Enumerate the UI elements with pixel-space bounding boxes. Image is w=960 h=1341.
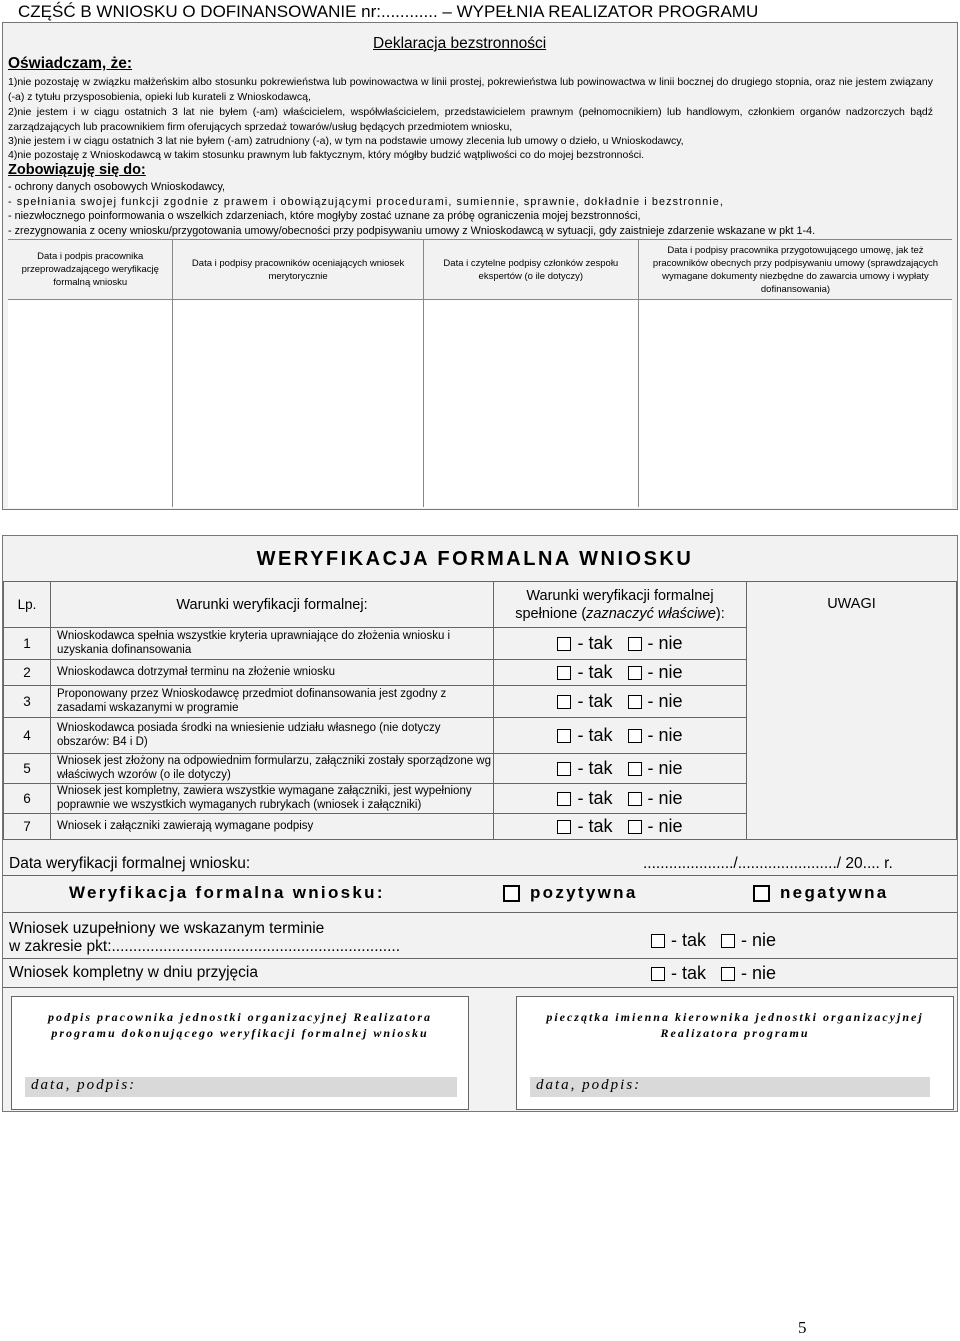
option-no-label: - nie xyxy=(741,930,777,950)
verification-title: WERYFIKACJA FORMALNA WNIOSKU xyxy=(256,548,694,570)
page-number: 5 xyxy=(798,1318,807,1337)
declaration-intro: Oświadczam, że: xyxy=(8,55,133,72)
option-yes-label: - tak xyxy=(577,633,613,653)
checkbox-yes[interactable] xyxy=(557,637,571,651)
supplemented-label xyxy=(9,920,400,956)
row-number: 2 xyxy=(4,660,51,686)
declaration-point-1: 1)nie pozostaję w związku małżeńskim albo stosunku pokrewieństwa lub powinowactwa w linii prostej, pokrewieństwa lub powinowactwa w linii bocznej do drugiego stopnia, oraz nie jestem związany (-a) z tytułu przysposobienia, opieki lub kurateli z Wnioskodawcą, xyxy=(8,76,933,103)
option-yes-label: - tak xyxy=(577,758,613,778)
signature-date-field[interactable]: data, podpis: xyxy=(25,1077,457,1097)
option-yes-label: - tak xyxy=(671,963,707,983)
divider xyxy=(3,987,957,988)
signature-column-label: Data i podpisy pracowników oceniających wniosek merytorycznie xyxy=(173,240,422,300)
row-condition: Wniosek i załączniki zawierają wymagane podpisy xyxy=(51,814,494,840)
yes-no-cell xyxy=(494,718,747,754)
checkbox-positive[interactable] xyxy=(503,885,520,902)
signature-grid xyxy=(8,239,952,507)
row-number: 7 xyxy=(4,814,51,840)
signature-box-employee-label: podpis pracownika jednostki organizacyjnej Realizatora programu dokonującego weryfikacji formalnej wniosku xyxy=(47,1010,433,1040)
page-header: CZĘŚĆ B WNIOSKU O DOFINANSOWANIE nr:............ – WYPEŁNIA REALIZATOR PROGRAMU xyxy=(18,2,759,21)
yes-no-cell xyxy=(494,754,747,784)
signature-field[interactable] xyxy=(639,300,952,508)
signature-box-manager-label: pieczątka imienna kierownika jednostki organizacyjnej Realizatora programu xyxy=(546,1010,924,1040)
signature-column xyxy=(8,239,173,507)
row-condition: Wnioskodawca spełnia wszystkie kryteria uprawniające do złożenia wniosku i uzyskania dofinansowania xyxy=(51,628,494,660)
signature-date-field[interactable]: data, podpis: xyxy=(530,1077,930,1097)
signature-column-label: Data i czytelne podpisy członków zespołu ekspertów (o ile dotyczy) xyxy=(424,240,638,300)
checkbox-yes[interactable] xyxy=(557,695,571,709)
commitment-item: - ochrony danych osobowych Wnioskodawcy, xyxy=(8,181,226,193)
verdict-label: Weryfikacja formalna wniosku: xyxy=(69,883,385,902)
option-yes-label: - tak xyxy=(671,930,707,950)
verification-date-label: Data weryfikacji formalnej wniosku: xyxy=(9,855,251,872)
col-met-label: Warunki weryfikacji formalnej xyxy=(526,587,714,604)
option-no-label: - nie xyxy=(647,816,683,836)
option-no-label: - nie xyxy=(647,758,683,778)
option-yes-label: - tak xyxy=(577,816,613,836)
checkbox-no[interactable] xyxy=(628,695,642,709)
row-number: 5 xyxy=(4,754,51,784)
signature-field[interactable] xyxy=(173,300,422,508)
declaration-point-4: 4)nie pozostaję z Wnioskodawcą w takim stosunku prawnym lub faktycznym, który mógłby budzić wątpliwości co do mojej bezstronności. xyxy=(8,149,645,161)
yes-no-cell xyxy=(494,814,747,840)
checkbox-no[interactable] xyxy=(628,666,642,680)
verdict-negative-label: negatywna xyxy=(780,883,889,902)
completeness-rows xyxy=(3,914,957,984)
yes-no-cell xyxy=(494,660,747,686)
commitment-item: - zrezygnowania z oceny wniosku/przygotowania umowy/obecności przy podpisywaniu umowy z Wnioskodawcą w sytuacji, gdy zaistnieje zdarzenie wskazane w pkt 1-4. xyxy=(8,224,816,237)
row-number: 6 xyxy=(4,784,51,814)
verdict-positive-label: pozytywna xyxy=(530,883,638,902)
signature-column xyxy=(173,239,423,507)
row-number: 4 xyxy=(4,718,51,754)
col-met-label: ): xyxy=(715,605,725,622)
option-no-label: - nie xyxy=(647,662,683,682)
commitment-item: - spełniania swojej funkcji zgodnie z prawem i obowiązującymi procedurami, sumiennie, sprawnie, dokładnie i bezstronnie, xyxy=(8,195,724,208)
row-condition: Wnioskodawca dotrzymał terminu na złożenie wniosku xyxy=(51,660,494,686)
signature-column-label: Data i podpis pracownika przeprowadzającego weryfikację formalną wniosku xyxy=(8,240,172,300)
verdict-negative xyxy=(753,883,889,903)
divider xyxy=(3,958,957,959)
checkbox-no[interactable] xyxy=(628,820,642,834)
checkbox-no[interactable] xyxy=(628,762,642,776)
checkbox-no[interactable] xyxy=(628,792,642,806)
row-condition: Wnioskodawca posiada środki na wniesienie udziału własnego (nie dotyczy obszarów: B4 i D) xyxy=(51,718,494,754)
checkbox-yes[interactable] xyxy=(557,762,571,776)
declaration-title: Deklaracja bezstronności xyxy=(373,35,547,52)
checkbox-no[interactable] xyxy=(721,934,735,948)
commitments-list xyxy=(8,180,933,238)
signature-column xyxy=(424,239,639,507)
verification-date-row xyxy=(3,853,957,875)
option-yes-label: - tak xyxy=(577,725,613,745)
complete-options xyxy=(651,963,776,984)
option-yes-label: - tak xyxy=(577,662,613,682)
row-number: 1 xyxy=(4,628,51,660)
option-yes-label: - tak xyxy=(577,691,613,711)
complete-label: Wniosek kompletny w dniu przyjęcia xyxy=(9,964,258,981)
checkbox-yes[interactable] xyxy=(557,820,571,834)
col-met-hint: zaznaczyć właściwe xyxy=(586,605,716,622)
signature-column xyxy=(639,239,952,507)
verification-section xyxy=(2,535,958,1112)
commitments-title: Zobowiązuję się do: xyxy=(8,162,146,178)
row-condition: Proponowany przez Wnioskodawcę przedmiot dofinansowania jest zgodny z zasadami wskazanymi w programie xyxy=(51,686,494,718)
yes-no-cell xyxy=(494,686,747,718)
verdict-positive xyxy=(503,883,638,903)
checkbox-no[interactable] xyxy=(628,637,642,651)
option-no-label: - nie xyxy=(741,963,777,983)
declaration-point-2: 2)nie jestem i w ciągu ostatnich 3 lat nie byłem (-am) właścicielem, współwłaścicielem, przedstawicielem prawnym (pełnomocnikiem) lub handlowym, członkiem organów nadzorczych bądź zarządzających lub pracownikiem firm oferujących sprzedaż towarów/usług będących przedmiotem wniosku, xyxy=(8,106,933,133)
col-lp-header: Lp. xyxy=(4,582,51,628)
checkbox-no[interactable] xyxy=(628,729,642,743)
row-condition: Wniosek jest kompletny, zawiera wszystkie wymagane załączniki, jest wypełniony poprawnie we wszystkich wymaganych rubrykach (wniosek i załączniki) xyxy=(51,784,494,814)
checkbox-yes[interactable] xyxy=(557,792,571,806)
checkbox-no[interactable] xyxy=(721,967,735,981)
commitment-item: - niezwłocznego poinformowania o wszelkich zdarzeniach, które mogłyby zostać uznane za próbę ograniczenia mojej bezstronności, xyxy=(8,210,641,223)
row-condition: Wniosek jest złożony na odpowiednim formularzu, załączniki zostały sporządzone wg właściwych wzorów (o ile dotyczy) xyxy=(51,754,494,784)
checkbox-yes[interactable] xyxy=(651,967,665,981)
declaration-section xyxy=(2,22,958,510)
checkbox-yes[interactable] xyxy=(557,729,571,743)
signature-field[interactable] xyxy=(424,300,638,508)
option-no-label: - nie xyxy=(647,691,683,711)
col-conditions-header: Warunki weryfikacji formalnej: xyxy=(51,582,494,628)
yes-no-cell xyxy=(494,784,747,814)
supplemented-points[interactable]: w zakresie pkt:................................................................... xyxy=(9,938,401,955)
row-number: 3 xyxy=(4,686,51,718)
verdict-row xyxy=(3,876,957,910)
verification-table xyxy=(3,581,957,840)
col-met-header xyxy=(494,582,747,628)
option-no-label: - nie xyxy=(647,788,683,808)
declaration-point-3: 3)nie jestem i w ciągu ostatnich 3 lat nie byłem (-am) zatrudniony (-a), w tym na podstawie umowy zlecenia lub umowy o dzieło, u Wnioskodawcy, xyxy=(8,135,684,147)
option-no-label: - nie xyxy=(647,725,683,745)
supplemented-options xyxy=(651,930,776,951)
option-yes-label: - tak xyxy=(577,788,613,808)
divider xyxy=(3,912,957,913)
signature-column-label: Data i podpisy pracownika przygotowującego umowę, jak też pracowników obecnych przy podpisywaniu umowy (sprawdzających wymagane dokumenty niezbędne do zawarcia umowy i wypłaty dofinansowania) xyxy=(639,240,952,300)
option-no-label: - nie xyxy=(647,633,683,653)
col-notes-header: UWAGI xyxy=(747,582,957,840)
yes-no-cell xyxy=(494,628,747,660)
verification-date-field[interactable]: ...................../......................./ 20.... r. xyxy=(643,855,893,872)
signature-field[interactable] xyxy=(8,300,172,508)
checkbox-negative[interactable] xyxy=(753,885,770,902)
checkbox-yes[interactable] xyxy=(651,934,665,948)
col-met-label: spełnione ( xyxy=(515,605,587,622)
supplemented-text: Wniosek uzupełniony we wskazanym terminie xyxy=(9,920,325,937)
checkbox-yes[interactable] xyxy=(557,666,571,680)
